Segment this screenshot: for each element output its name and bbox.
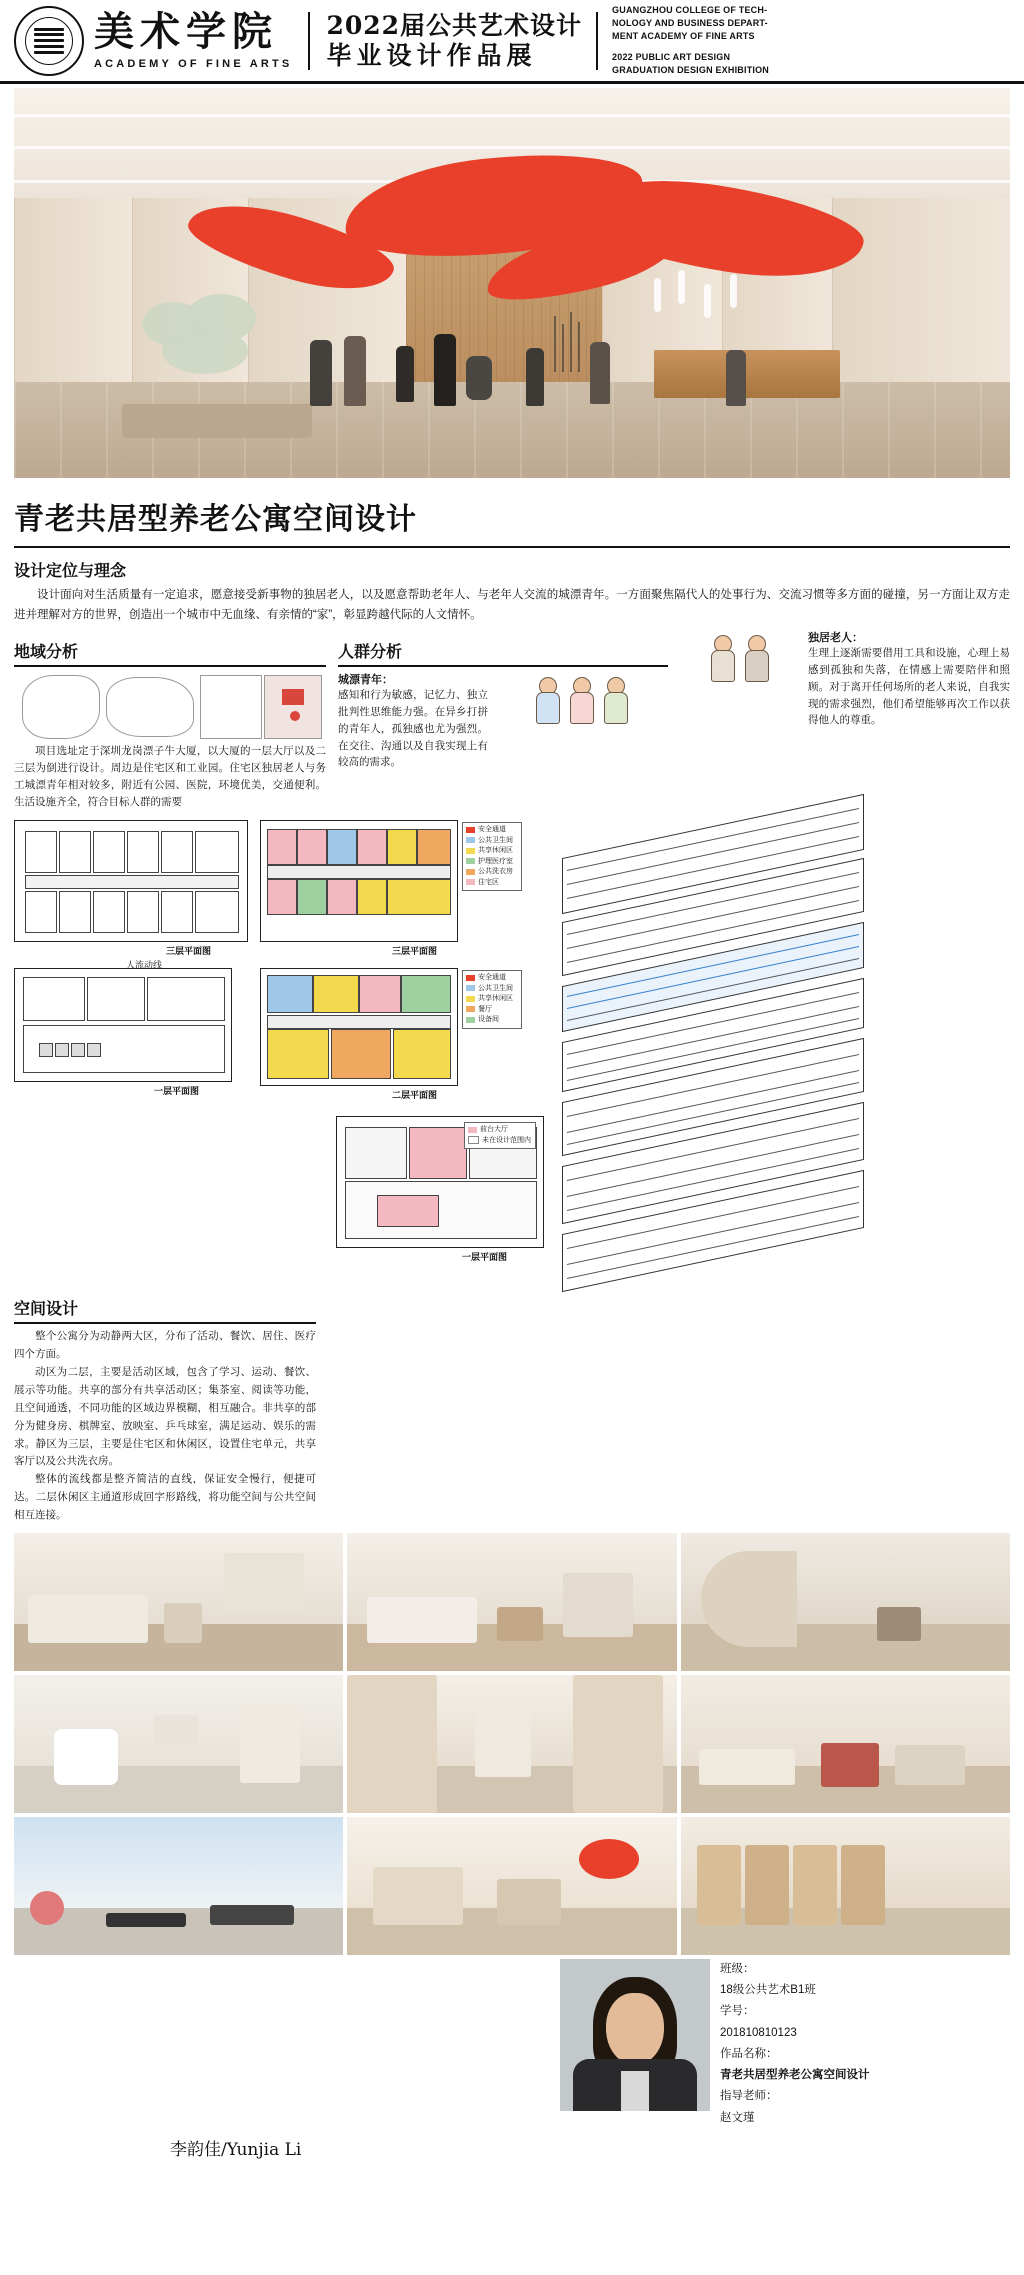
class-value: 18级公共艺术B1班 — [720, 1983, 816, 1996]
elderly-title: 独居老人： — [808, 632, 863, 645]
plan-legend-c — [464, 1122, 536, 1149]
legend-item: 设备间 — [466, 1015, 518, 1026]
academy-name — [94, 7, 293, 70]
space-heading: 空间设计 — [14, 1296, 316, 1324]
academy-name-en: ACADEMY OF FINE ARTS — [94, 57, 293, 70]
space-text-1: 整个公寓分为动静两大区，分布了活动、餐饮、居住、医疗四个方面。 — [14, 1330, 316, 1361]
floor-plans-section — [14, 816, 1010, 1286]
space-text-2: 动区为二层，主要是活动区域，包含了学习、运动、餐饮、展示等功能。共享的部分有共享活动区；集茶室、阅读等功能，且空间通透，不同功能的区域边界模糊，相互融合。非共享的部分为健身房、棋牌室、放映室、乒乓球室，满足运动、娱乐的需求。静区为三层，主要是住宅区和休闲区，设置住宅单元，共享客厅以及公共洗衣房。 — [14, 1366, 316, 1468]
common-living-photo — [681, 1675, 1010, 1813]
legend-item: 安全通道 — [466, 825, 518, 836]
class-label: 班级： — [720, 1962, 755, 1975]
legend-item: 护理医疗室 — [466, 857, 518, 868]
legend-item: 安全通道 — [466, 973, 518, 984]
tutor-value: 赵文瑾 — [720, 2111, 755, 2124]
tutor-label: 指导老师： — [720, 2090, 778, 2103]
person-icon — [569, 677, 595, 723]
concept-text: 设计面向对生活质量有一定追求，愿意接受新事物的独居老人，以及愿意帮助老年人、与老年人交流的城漂青年。一方面聚焦隔代人的处事行为、交流习惯等多方面的碰撞，另一方面让双方走进并理解对方的世界，创造出一个城市中无血缘、有亲情的“家”，彰显跨越代际的人文情怀。 — [14, 589, 1010, 622]
concept-section — [0, 558, 1024, 625]
crowd-heading: 人群分析 — [338, 639, 668, 667]
legend-item: 共享休闲区 — [466, 846, 518, 857]
en-line-2: NOLOGY AND BUSINESS DEPART- — [612, 18, 768, 29]
circulation-label: 人流动线 — [126, 960, 163, 971]
person-icon — [744, 635, 770, 681]
plan-drawing-second-floor — [260, 968, 458, 1086]
author-block — [0, 1959, 1024, 2129]
en-line-3: MENT ACADEMY OF FINE ARTS — [612, 31, 755, 42]
title-rule — [14, 546, 1010, 548]
plan-drawing-first-floor — [14, 968, 232, 1082]
plan-caption-0: 三层平面图 — [166, 946, 212, 957]
student-id-label: 学号： — [720, 2005, 755, 2018]
elderly-figure-icons — [680, 629, 800, 681]
plan-legend-b — [462, 970, 522, 1029]
region-analysis — [14, 629, 326, 810]
en-line-4: 2022 PUBLIC ART DESIGN — [612, 51, 731, 62]
legend-item: 住宅区 — [466, 878, 518, 889]
plan-caption-2: 一层平面图 — [154, 1086, 200, 1097]
concept-heading: 设计定位与理念 — [14, 561, 127, 580]
youth-figure-icons — [496, 671, 668, 723]
header-divider-2 — [596, 12, 598, 70]
analysis-band — [0, 629, 1024, 810]
region-heading: 地域分析 — [14, 639, 326, 667]
region-map-graphic — [14, 671, 326, 743]
academy-logo-icon — [14, 6, 84, 76]
en-line-1: GUANGZHOU COLLEGE OF TECH- — [612, 5, 768, 16]
poster-header — [0, 0, 1024, 84]
en-line-5: GRADUATION DESIGN EXHIBITION — [612, 64, 769, 75]
person-icon — [710, 635, 736, 681]
legend-item: 未在设计范围内 — [468, 1136, 532, 1147]
author-info — [720, 1959, 1010, 2129]
crowd-analysis-youth — [338, 629, 668, 810]
hero-lobby-render — [14, 88, 1010, 478]
person-icon — [535, 677, 561, 723]
bedroom-suite-photo — [14, 1533, 343, 1671]
interior-photo-grid — [0, 1533, 1024, 1955]
legend-item: 共享休闲区 — [466, 994, 518, 1005]
plan-caption-4: 一层平面图 — [462, 1252, 508, 1263]
plan-caption-3: 二层平面图 — [392, 1090, 438, 1101]
bedroom-twin-photo — [347, 1533, 676, 1671]
lobby-reception-photo — [347, 1817, 676, 1955]
legend-item: 公共卫生间 — [466, 984, 518, 995]
exhibition-title — [326, 11, 582, 70]
academy-name-cn: 美术学院 — [94, 7, 278, 55]
plan-drawing-third-floor-a — [14, 820, 248, 942]
author-signature: 李韵佳/Yunjia Li — [170, 2139, 302, 2160]
exhibition-title-line1: 2022届公共艺术设计 — [326, 11, 583, 40]
exhibition-title-line2: 毕业设计作品展 — [326, 40, 537, 70]
author-portrait-photo — [560, 1959, 710, 2111]
work-value: 青老共居型养老公寓空间设计 — [720, 2069, 870, 2082]
legend-item: 餐厅 — [466, 1005, 518, 1016]
gym-photo — [14, 1817, 343, 1955]
plan-legend-a — [462, 822, 522, 891]
crowd-analysis-elderly — [680, 629, 1010, 810]
region-text: 项目选址定于深圳龙岗漂子牛大厦，以大厦的一层大厅以及二三层为倒进行设计。周边是住宅区和工业园。住宅区独居老人与务工城漂青年相对较多，附近有公园、医院，环境优美，交通便利。生活设施齐全，符合目标人群的需要 — [14, 745, 326, 808]
legend-item: 公共洗衣房 — [466, 867, 518, 878]
legend-item: 公共卫生间 — [466, 836, 518, 847]
corridor-photo — [347, 1675, 676, 1813]
header-divider-1 — [308, 12, 310, 70]
person-icon — [603, 677, 629, 723]
locker-room-photo — [681, 1817, 1010, 1955]
space-design-section — [0, 1296, 330, 1524]
youth-text: 感知和行为敏感，记忆力、独立批判性思维能力强。在异乡打拼的青年人，孤独感也尤为强烈。在交往、沟通以及自我实现上有较高的需求。 — [338, 689, 488, 769]
page-title: 青老共居型养老公寓空间设计 — [14, 502, 417, 537]
exhibition-title-en — [612, 4, 769, 76]
work-label: 作品名称： — [720, 2047, 778, 2060]
plan-drawing-third-floor-b — [260, 820, 458, 942]
student-id-value: 201810810123 — [720, 2026, 797, 2039]
bathroom-photo — [14, 1675, 343, 1813]
plan-caption-1: 三层平面图 — [392, 946, 438, 957]
youth-title: 城漂青年： — [338, 674, 393, 687]
space-text-3: 整体的流线都是整齐简洁的直线，保证安全慢行，便捷可达。二层休闲区主通道形成回字形路线，将功能空间与公共空间相互连接。 — [14, 1473, 316, 1521]
lounge-stair-photo — [681, 1533, 1010, 1671]
elderly-text: 生理上逐渐需要借用工具和设施，心理上易感到孤独和失落，在情感上需要陪伴和照顾。对于离开任何场所的老人来说，自我实现的需求强烈，他们希望能够再次工作以获得他人的尊重。 — [808, 647, 1010, 727]
legend-item: 前台大厅 — [468, 1125, 532, 1136]
